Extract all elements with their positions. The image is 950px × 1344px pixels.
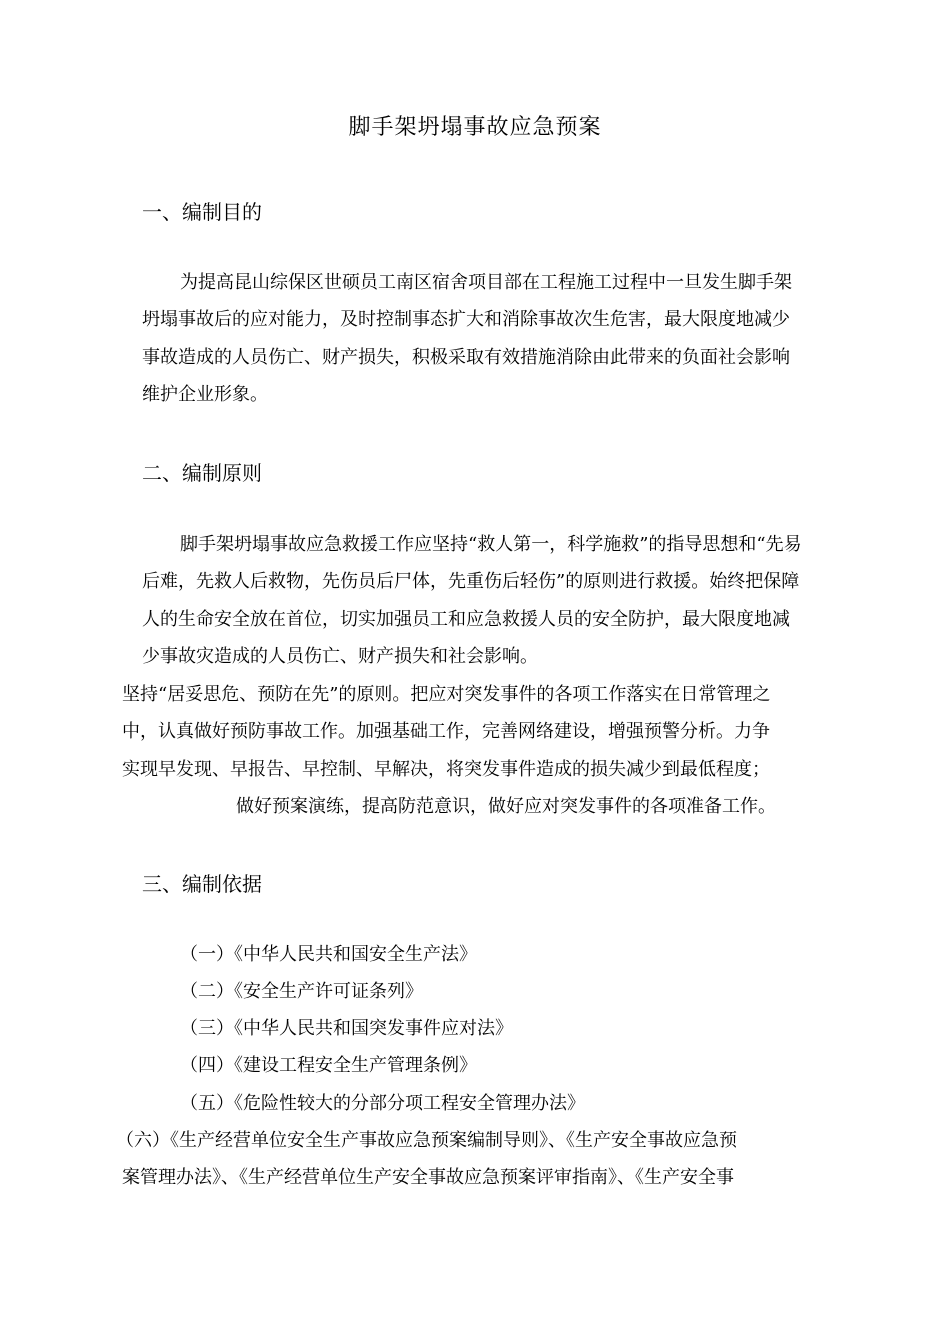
list-item: （四）《建设工程安全生产管理条例》 [180, 1055, 477, 1076]
paragraph-line: 人的生命安全放在首位，切实加强员工和应急救援人员的安全防护，最大限度地减 [142, 609, 790, 630]
paragraph-line: 中，认真做好预防事故工作。加强基础工作，完善网络建设，增强预警分析。力争 [122, 721, 770, 742]
paragraph-line: 后难，先救人后救物，先伤员后尸体，先重伤后轻伤”的原则进行救援。始终把保障 [142, 571, 800, 592]
section-heading-principles: 二、编制原则 [142, 461, 262, 485]
paragraph-line: 做好预案演练，提高防范意识，做好应对突发事件的各项准备工作。 [236, 796, 776, 817]
list-item: （五）《危险性较大的分部分项工程安全管理办法》 [180, 1093, 585, 1114]
section-heading-basis: 三、编制依据 [142, 872, 262, 896]
list-item: （二）《安全生产许可证条列》 [180, 981, 423, 1002]
list-item: （三）《中华人民共和国突发事件应对法》 [180, 1018, 513, 1039]
paragraph-line: 事故造成的人员伤亡、财产损失，积极采取有效措施消除由此带来的负面社会影响 [142, 347, 790, 368]
paragraph-line: 为提高昆山综保区世硕员工南区宿舍项目部在工程施工过程中一旦发生脚手架 [180, 272, 792, 293]
paragraph-line: 脚手架坍塌事故应急救援工作应坚持“救人第一，科学施救”的指导思想和“先易 [180, 534, 802, 555]
paragraph-line: 坍塌事故后的应对能力，及时控制事态扩大和消除事故次生危害，最大限度地减少 [142, 309, 790, 330]
paragraph-line: 维护企业形象。 [142, 384, 268, 405]
section-heading-purpose: 一、编制目的 [142, 200, 262, 224]
list-item: （一）《中华人民共和国安全生产法》 [180, 944, 477, 965]
list-item: 案管理办法》、《生产经营单位生产安全事故应急预案评审指南》、《生产安全事 [122, 1167, 734, 1188]
paragraph-line: 少事故灾造成的人员伤亡、财产损失和社会影响。 [142, 646, 538, 667]
paragraph-line: 坚持“居妥思危、预防在先”的原则。把应对突发事件的各项工作落实在日常管理之 [122, 684, 771, 705]
paragraph-line: 实现早发现、早报告、早控制、早解决，将突发事件造成的损失减少到最低程度； [122, 759, 770, 780]
document-title: 脚手架坍塌事故应急预案 [348, 115, 602, 140]
list-item: （六）《生产经营单位安全生产事故应急预案编制导则》、《生产安全事故应急预 [116, 1130, 737, 1151]
